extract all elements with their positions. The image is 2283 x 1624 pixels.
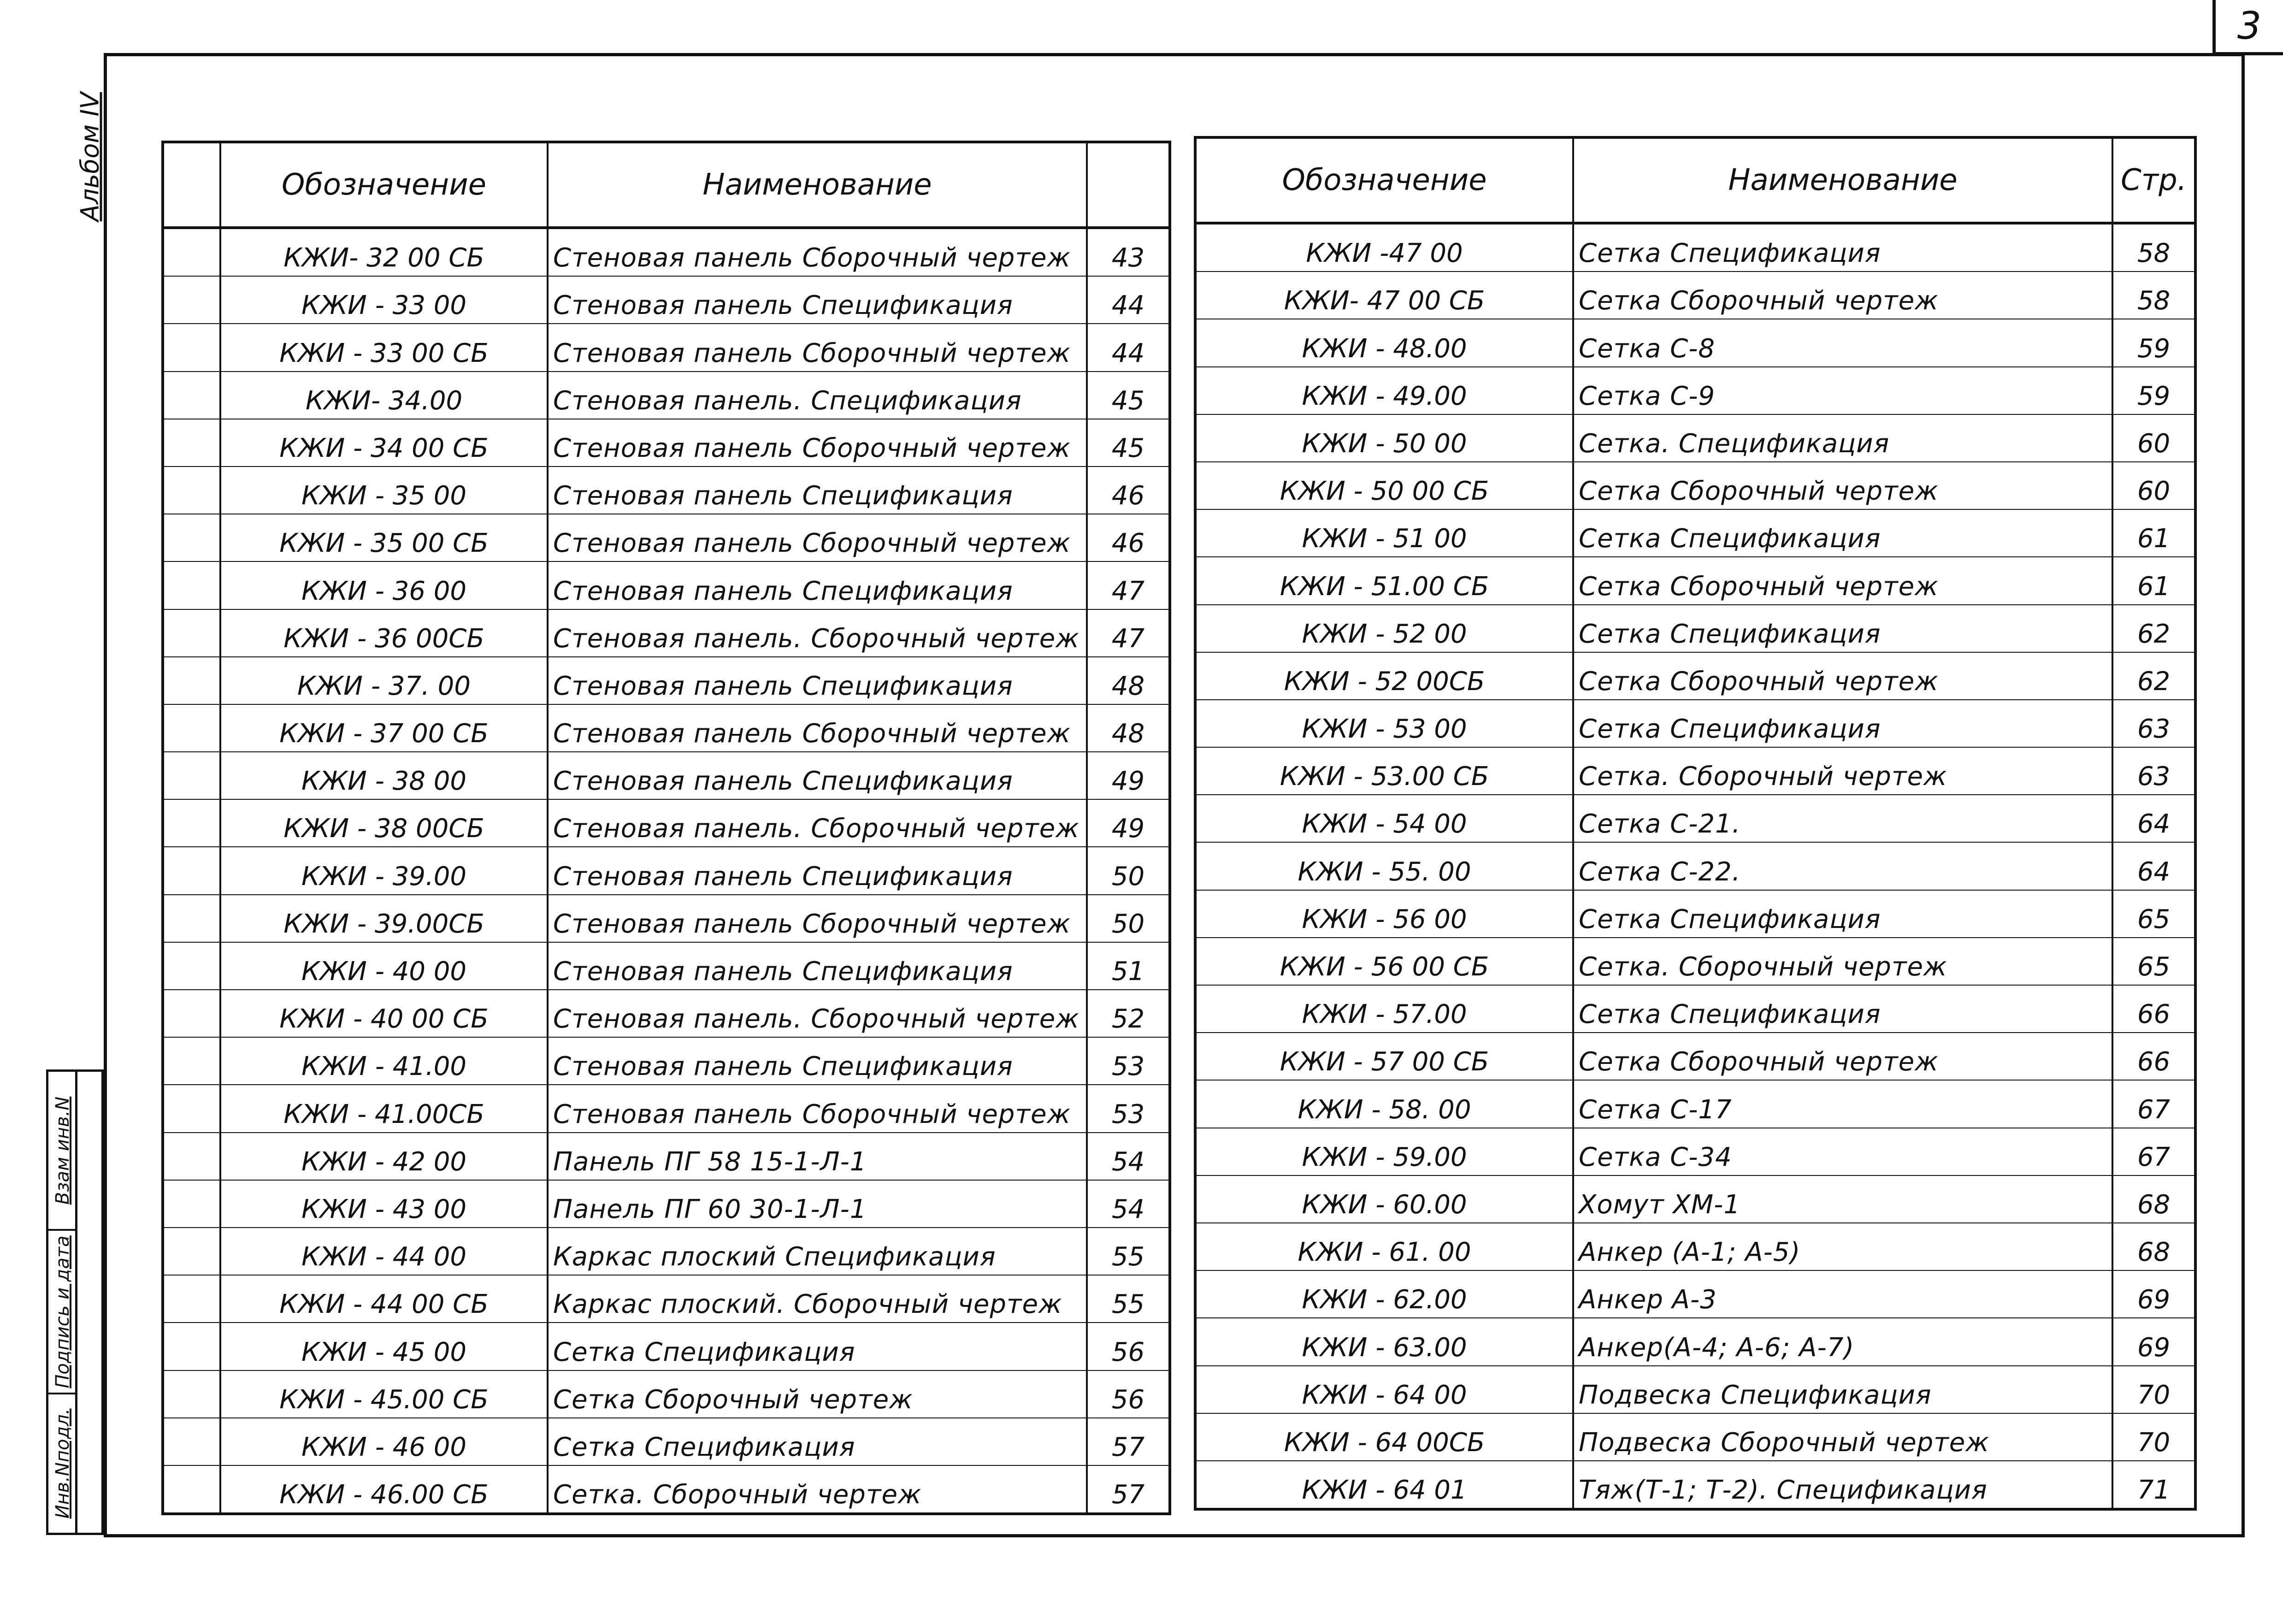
table-row [1195,985,2195,1033]
designation-cell: КЖИ - 64 00СБ [1195,1413,1573,1461]
table-row [163,609,1170,657]
table-row [163,1037,1170,1085]
page-cell: 69 [2112,1270,2195,1318]
designation-cell: КЖИ - 37 00 СБ [220,704,548,752]
name-cell: Сетка Сборочный чертеж [1573,557,2112,604]
designation-cell: КЖИ - 44 00 СБ [220,1275,548,1323]
name-cell: Панель ПГ 58 15-1-Л-1 [548,1133,1087,1180]
margin-cell [163,514,220,561]
table-row [1195,938,2195,985]
name-cell: Подвеска Спецификация [1573,1366,2112,1413]
designation-cell: КЖИ - 64 01 [1195,1461,1573,1509]
page-cell: 59 [2112,367,2195,414]
margin-column-header [163,142,220,228]
table-row [163,419,1170,467]
name-cell: Каркас плоский. Сборочный чертеж [548,1275,1087,1323]
album-title [74,92,106,221]
table-header-row [163,142,1170,228]
page-cell: 57 [1087,1465,1170,1514]
page-header: Стр. [2112,137,2195,223]
designation-cell: КЖИ - 53 00 [1195,700,1573,747]
page-cell: 63 [2112,747,2195,795]
designation-cell: КЖИ - 57 00 СБ [1195,1033,1573,1080]
designation-cell: КЖИ - 61. 00 [1195,1223,1573,1270]
page-cell: 62 [2112,605,2195,652]
table-row [163,1465,1170,1514]
page-cell: 66 [2112,985,2195,1033]
page-cell: 63 [2112,700,2195,747]
page-cell: 50 [1087,847,1170,894]
margin-cell [163,372,220,419]
margin-cell [163,609,220,657]
stamp-cell-signature: Подпись и дата [48,1231,77,1394]
name-cell: Сетка Сборочный чертеж [548,1370,1087,1418]
table-row [1195,747,2195,795]
page-cell: 56 [1087,1370,1170,1418]
margin-cell [163,942,220,990]
name-cell: Сетка Спецификация [1573,605,2112,652]
table-row [163,1085,1170,1132]
designation-header: Обозначение [220,142,548,228]
page-cell: 70 [2112,1413,2195,1461]
designation-cell: КЖИ - 41.00СБ [220,1085,548,1132]
page-cell: 58 [2112,223,2195,272]
margin-cell [163,704,220,752]
name-cell: Сетка С-8 [1573,319,2112,366]
name-cell: Стеновая панель Спецификация [548,276,1087,324]
margin-cell [163,1370,220,1418]
page-cell: 54 [1087,1180,1170,1228]
designation-cell: КЖИ - 59.00 [1195,1128,1573,1175]
designation-cell: КЖИ - 33 00 СБ [220,324,548,371]
table-row [163,467,1170,514]
margin-cell [163,657,220,704]
table-row [163,942,1170,990]
page-cell: 47 [1087,561,1170,609]
spec-table-left [161,141,1171,1515]
name-header: Наименование [548,142,1087,228]
name-cell: Стеновая панель Сборочный чертеж [548,514,1087,561]
designation-cell: КЖИ - 37. 00 [220,657,548,704]
designation-cell: КЖИ - 51.00 СБ [1195,557,1573,604]
name-cell: Подвеска Сборочный чертеж [1573,1413,2112,1461]
table-row [1195,462,2195,509]
designation-cell: КЖИ - 33 00 [220,276,548,324]
table-row [1195,1318,2195,1365]
designation-cell: КЖИ - 52 00 [1195,605,1573,652]
designation-cell: КЖИ - 35 00 [220,467,548,514]
name-cell: Стеновая панель Сборочный чертеж [548,704,1087,752]
designation-cell: КЖИ - 41.00 [220,1037,548,1085]
page-cell: 43 [1087,228,1170,276]
table-row [1195,557,2195,604]
name-cell: Сетка Спецификация [1573,985,2112,1033]
page-cell: 65 [2112,938,2195,985]
name-cell: Панель ПГ 60 30-1-Л-1 [548,1180,1087,1228]
page-cell: 49 [1087,799,1170,847]
page-cell: 48 [1087,704,1170,752]
name-cell: Сетка Сборочный чертеж [1573,652,2112,700]
name-cell: Стеновая панель Спецификация [548,1037,1087,1085]
name-cell: Анкер(А-4; А-6; А-7) [1573,1318,2112,1365]
table-row [163,1418,1170,1465]
name-cell: Стеновая панель Спецификация [548,752,1087,799]
page-cell: 47 [1087,609,1170,657]
name-cell: Стеновая панель. Сборочный чертеж [548,799,1087,847]
name-cell: Сетка Спецификация [1573,700,2112,747]
name-cell: Хомут ХМ-1 [1573,1175,2112,1223]
table-row [163,228,1170,276]
page-cell: 48 [1087,657,1170,704]
name-header: Наименование [1573,137,2112,223]
margin-cell [163,228,220,276]
name-cell: Каркас плоский Спецификация [548,1228,1087,1275]
table-row [1195,1461,2195,1509]
designation-cell: КЖИ - 57.00 [1195,985,1573,1033]
title-stamp [46,1069,104,1535]
page-cell: 66 [2112,1033,2195,1080]
designation-cell: КЖИ - 42 00 [220,1133,548,1180]
designation-cell: КЖИ -47 00 [1195,223,1573,272]
table-row [163,1323,1170,1370]
page-cell: 45 [1087,372,1170,419]
designation-cell: КЖИ - 40 00 [220,942,548,990]
page-cell: 70 [2112,1366,2195,1413]
left-table-body [163,228,1170,1514]
designation-cell: КЖИ - 56 00 СБ [1195,938,1573,985]
table-row [163,1370,1170,1418]
right-table-body [1195,223,2195,1509]
margin-cell [163,1037,220,1085]
name-cell: Сетка С-9 [1573,367,2112,414]
page-cell: 44 [1087,324,1170,371]
table-row [163,1275,1170,1323]
designation-cell: КЖИ - 48.00 [1195,319,1573,366]
page-cell: 49 [1087,752,1170,799]
designation-cell: КЖИ - 40 00 СБ [220,990,548,1037]
margin-cell [163,799,220,847]
margin-cell [163,1228,220,1275]
page-cell: 68 [2112,1223,2195,1270]
page-cell: 58 [2112,272,2195,319]
table-row [1195,890,2195,938]
name-cell: Сетка Сборочный чертеж [1573,462,2112,509]
page-cell: 57 [1087,1418,1170,1465]
name-cell: Стеновая панель Спецификация [548,657,1087,704]
table-row [1195,1033,2195,1080]
designation-cell: КЖИ - 62.00 [1195,1270,1573,1318]
page-cell: 50 [1087,895,1170,942]
margin-cell [163,467,220,514]
name-cell: Сетка Спецификация [548,1323,1087,1370]
designation-cell: КЖИ - 53.00 СБ [1195,747,1573,795]
designation-cell: КЖИ- 32 00 СБ [220,228,548,276]
designation-cell: КЖИ - 60.00 [1195,1175,1573,1223]
table-row [1195,414,2195,462]
table-row [1195,1413,2195,1461]
name-cell: Сетка С-34 [1573,1128,2112,1175]
name-cell: Сетка Спецификация [1573,509,2112,557]
table-row [1195,842,2195,890]
table-row [1195,1366,2195,1413]
name-cell: Сетка Спецификация [1573,890,2112,938]
page-cell: 67 [2112,1128,2195,1175]
designation-cell: КЖИ - 52 00СБ [1195,652,1573,700]
margin-cell [163,419,220,467]
page-cell: 56 [1087,1323,1170,1370]
designation-cell: КЖИ - 49.00 [1195,367,1573,414]
page-cell: 64 [2112,795,2195,842]
table-row [163,514,1170,561]
page-cell: 53 [1087,1085,1170,1132]
designation-cell: КЖИ - 39.00 [220,847,548,894]
designation-cell: КЖИ - 39.00СБ [220,895,548,942]
name-cell: Сетка Спецификация [548,1418,1087,1465]
page-cell: 46 [1087,514,1170,561]
margin-cell [163,1180,220,1228]
designation-cell: КЖИ - 44 00 [220,1228,548,1275]
name-cell: Стеновая панель Сборочный чертеж [548,228,1087,276]
name-cell: Стеновая панель. Спецификация [548,372,1087,419]
table-row [163,847,1170,894]
page-cell: 52 [1087,990,1170,1037]
designation-cell: КЖИ - 51 00 [1195,509,1573,557]
name-cell: Сетка Сборочный чертеж [1573,1033,2112,1080]
name-cell: Сетка Сборочный чертеж [1573,272,2112,319]
page-header-empty [1087,142,1170,228]
name-cell: Стеновая панель Сборочный чертеж [548,324,1087,371]
name-cell: Стеновая панель Спецификация [548,847,1087,894]
table-header-row [1195,137,2195,223]
name-cell: Стеновая панель Спецификация [548,942,1087,990]
name-cell: Стеновая панель. Сборочный чертеж [548,990,1087,1037]
name-cell: Стеновая панель Спецификация [548,561,1087,609]
table-row [163,895,1170,942]
table-row [163,1228,1170,1275]
designation-header: Обозначение [1195,137,1573,223]
table-row [163,561,1170,609]
page-cell: 59 [2112,319,2195,366]
table-row [163,276,1170,324]
page-cell: 62 [2112,652,2195,700]
table-row [1195,652,2195,700]
table-row [163,799,1170,847]
page-cell: 53 [1087,1037,1170,1085]
table-row [1195,223,2195,272]
table-row [1195,1270,2195,1318]
album-title-text: Альбом IV [75,92,105,222]
page-cell: 60 [2112,414,2195,462]
margin-cell [163,847,220,894]
margin-cell [163,276,220,324]
table-row [1195,1223,2195,1270]
table-row [163,990,1170,1037]
table-row [1195,367,2195,414]
designation-cell: КЖИ - 64 00 [1195,1366,1573,1413]
page-cell: 61 [2112,509,2195,557]
table-row [163,372,1170,419]
margin-cell [163,990,220,1037]
page-number: 3 [2212,0,2283,55]
table-row [1195,1175,2195,1223]
name-cell: Стеновая панель Сборочный чертеж [548,895,1087,942]
table-row [1195,319,2195,366]
designation-cell: КЖИ- 47 00 СБ [1195,272,1573,319]
margin-cell [163,561,220,609]
table-row [163,752,1170,799]
table-row [1195,795,2195,842]
stamp-cell-replacement: Взам инв.N [48,1072,77,1231]
table-row [163,704,1170,752]
spec-table-right [1194,136,2197,1511]
designation-cell: КЖИ - 50 00 СБ [1195,462,1573,509]
margin-cell [163,895,220,942]
page-cell: 67 [2112,1080,2195,1128]
margin-cell [163,1133,220,1180]
designation-cell: КЖИ - 38 00СБ [220,799,548,847]
page-cell: 60 [2112,462,2195,509]
designation-cell: КЖИ - 36 00СБ [220,609,548,657]
name-cell: Сетка С-17 [1573,1080,2112,1128]
table-row [1195,509,2195,557]
designation-cell: КЖИ - 63.00 [1195,1318,1573,1365]
page-cell: 64 [2112,842,2195,890]
name-cell: Анкер (А-1; А-5) [1573,1223,2112,1270]
name-cell: Сетка Спецификация [1573,223,2112,272]
margin-cell [163,752,220,799]
table-row [1195,272,2195,319]
page-cell: 46 [1087,467,1170,514]
page-cell: 68 [2112,1175,2195,1223]
designation-cell: КЖИ - 46.00 СБ [220,1465,548,1514]
table-row [163,1133,1170,1180]
margin-cell [163,1323,220,1370]
page-cell: 55 [1087,1228,1170,1275]
margin-cell [163,1275,220,1323]
name-cell: Сетка С-22. [1573,842,2112,890]
page-cell: 61 [2112,557,2195,604]
page-cell: 55 [1087,1275,1170,1323]
designation-cell: КЖИ - 35 00 СБ [220,514,548,561]
stamp-cell-inventory: Инв.Nподл. [52,1408,73,1519]
designation-cell: КЖИ - 54 00 [1195,795,1573,842]
designation-cell: КЖИ - 45.00 СБ [220,1370,548,1418]
designation-cell: КЖИ - 58. 00 [1195,1080,1573,1128]
name-cell: Стеновая панель Сборочный чертеж [548,1085,1087,1132]
designation-cell: КЖИ - 43 00 [220,1180,548,1228]
page-cell: 44 [1087,276,1170,324]
table-row [1195,700,2195,747]
table-row [1195,605,2195,652]
name-cell: Стеновая панель. Сборочный чертеж [548,609,1087,657]
designation-cell: КЖИ- 34.00 [220,372,548,419]
designation-cell: КЖИ - 34 00 СБ [220,419,548,467]
table-row [1195,1080,2195,1128]
margin-cell [163,1465,220,1514]
designation-cell: КЖИ - 56 00 [1195,890,1573,938]
designation-cell: КЖИ - 45 00 [220,1323,548,1370]
margin-cell [163,1418,220,1465]
page-cell: 51 [1087,942,1170,990]
designation-cell: КЖИ - 55. 00 [1195,842,1573,890]
page-cell: 45 [1087,419,1170,467]
designation-cell: КЖИ - 50 00 [1195,414,1573,462]
name-cell: Сетка. Сборочный чертеж [1573,747,2112,795]
name-cell: Стеновая панель Спецификация [548,467,1087,514]
designation-cell: КЖИ - 36 00 [220,561,548,609]
margin-cell [163,324,220,371]
page-cell: 71 [2112,1461,2195,1509]
name-cell: Стеновая панель Сборочный чертеж [548,419,1087,467]
name-cell: Сетка. Сборочный чертеж [1573,938,2112,985]
name-cell: Сетка С-21. [1573,795,2112,842]
designation-cell: КЖИ - 46 00 [220,1418,548,1465]
table-row [1195,1128,2195,1175]
table-row [163,324,1170,371]
table-row [163,657,1170,704]
table-row [163,1180,1170,1228]
margin-cell [163,1085,220,1132]
name-cell: Сетка. Спецификация [1573,414,2112,462]
page-cell: 65 [2112,890,2195,938]
name-cell: Анкер А-3 [1573,1270,2112,1318]
name-cell: Тяж(Т-1; Т-2). Спецификация [1573,1461,2112,1509]
designation-cell: КЖИ - 38 00 [220,752,548,799]
name-cell: Сетка. Сборочный чертеж [548,1465,1087,1514]
page-cell: 69 [2112,1318,2195,1365]
page-cell: 54 [1087,1133,1170,1180]
